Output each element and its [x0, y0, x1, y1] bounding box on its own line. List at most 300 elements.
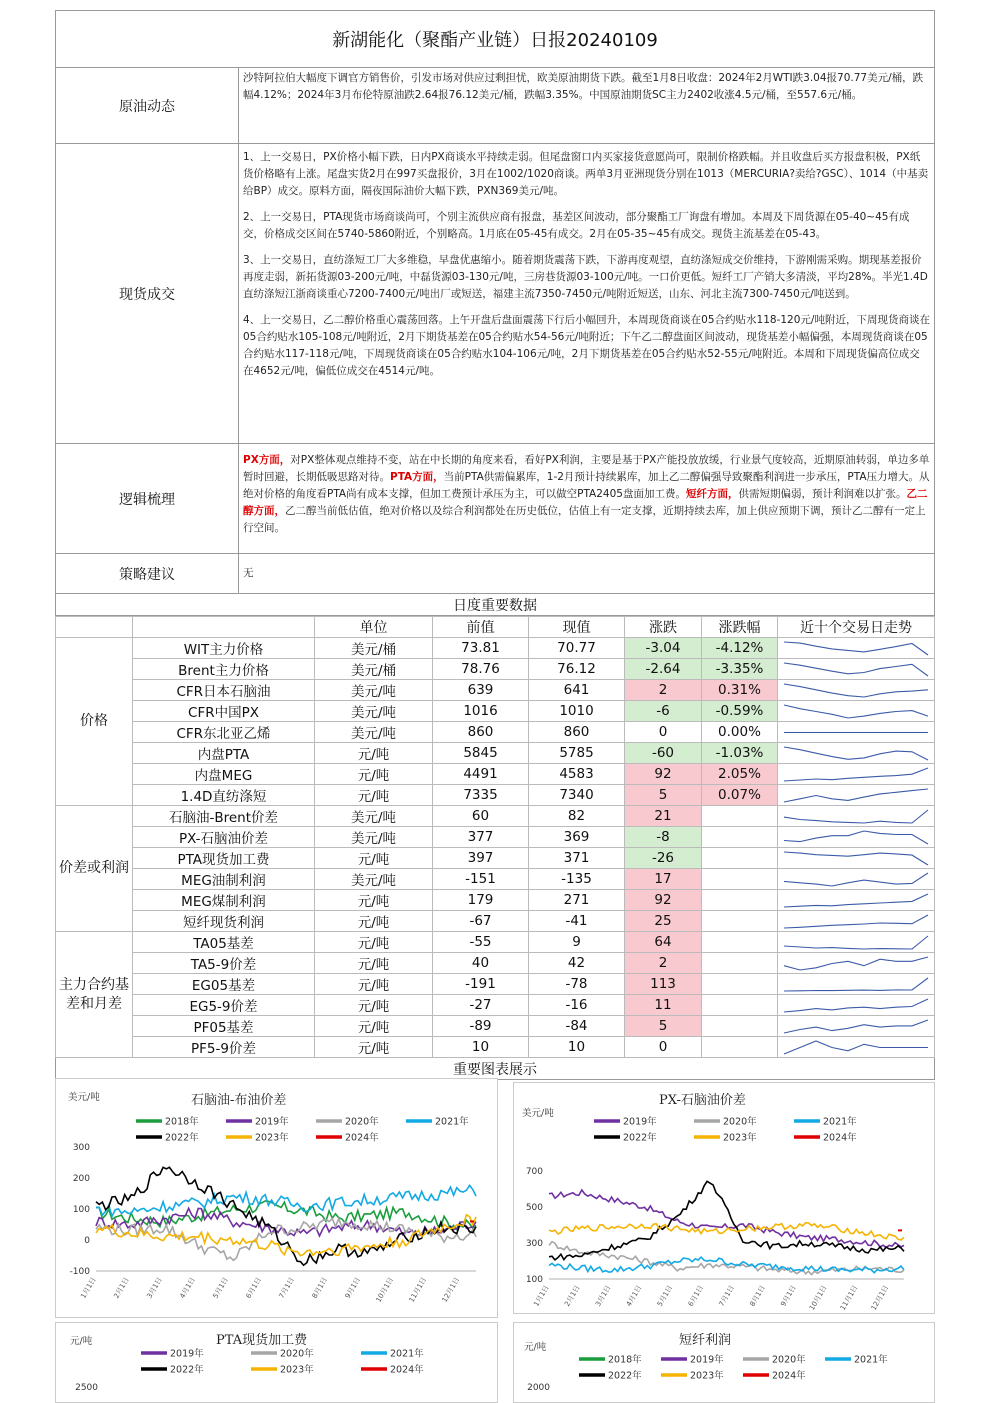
sparkline-svg — [778, 765, 934, 784]
legend-label: 2019年 — [255, 1116, 289, 1128]
row-chg: -6 — [625, 701, 702, 722]
row-name: WIT主力价格 — [133, 638, 315, 659]
legend-label: 2021年 — [435, 1116, 469, 1128]
sparkline-svg — [778, 1038, 934, 1057]
x-tick-label: 3月1日 — [594, 1284, 613, 1308]
sparkline-svg — [778, 639, 934, 658]
row-pct — [702, 1037, 778, 1058]
row-unit: 元/吨 — [315, 1016, 433, 1037]
row-pct — [702, 806, 778, 827]
header-unit: 单位 — [315, 617, 433, 638]
row-name: PF5-9价差 — [133, 1037, 315, 1058]
row-chg: -60 — [625, 743, 702, 764]
row-name: 内盘MEG — [133, 764, 315, 785]
legend-label: 2022年 — [165, 1132, 199, 1144]
chart-pf-profit — [513, 1322, 935, 1403]
logic-text — [239, 444, 934, 553]
spot-pta-paragraph: 2、上一交易日，PTA现货市场商谈尚可，个别主流供应商有报盘，基差区间波动，部分聚酯工厂询盘有增加。本周及下周货源在05-40~45有成交，价格成交区间在5740-5860附近，个别略高。1月底在05-45有成交。2月在05-35~45有成交。现货主流基差在05-43。 — [243, 211, 910, 240]
row-prev: 397 — [433, 848, 529, 869]
row-group-label: 主力合约基差和月差 — [56, 932, 133, 1058]
legend-label: 2019年 — [623, 1116, 657, 1128]
sparkline-line — [784, 789, 928, 802]
x-tick-label: 2月1日 — [563, 1284, 582, 1308]
row-sparkline — [778, 869, 935, 890]
row-prev: -191 — [433, 974, 529, 995]
header-cur: 现值 — [529, 617, 625, 638]
series-line — [549, 1190, 904, 1247]
y-tick-label: 500 — [525, 1203, 543, 1213]
legend-label: 2022年 — [170, 1364, 204, 1376]
chart-pta-margin-title: PTA现货加工费 — [216, 1333, 308, 1348]
sparkline-line — [784, 978, 928, 991]
sparkline-line — [784, 810, 928, 823]
row-prev: 73.81 — [433, 638, 529, 659]
row-unit: 元/吨 — [315, 743, 433, 764]
row-chg: 11 — [625, 995, 702, 1016]
row-prev: -55 — [433, 932, 529, 953]
row-prev: -67 — [433, 911, 529, 932]
legend-label: 2021年 — [823, 1116, 857, 1128]
row-sparkline — [778, 680, 935, 701]
sparkline-line — [784, 999, 928, 1012]
sparkline-line — [784, 1041, 928, 1054]
row-chg: 92 — [625, 890, 702, 911]
sparkline-svg — [778, 996, 934, 1015]
row-pct: -4.12% — [702, 638, 778, 659]
table-row — [56, 869, 935, 890]
row-chg: -3.04 — [625, 638, 702, 659]
row-cur: 9 — [529, 932, 625, 953]
x-tick-label: 2月1日 — [112, 1276, 131, 1300]
sparkline-svg — [778, 786, 934, 805]
row-pct — [702, 869, 778, 890]
row-sparkline — [778, 743, 935, 764]
strategy-text: 无 — [243, 567, 254, 579]
legend-label: 2024年 — [823, 1132, 857, 1144]
spot-row — [55, 144, 935, 444]
report-title: 新湖能化（聚酯产业链）日报20240109 — [55, 10, 935, 68]
row-name: 石脑油-Brent价差 — [133, 806, 315, 827]
row-unit: 元/吨 — [315, 932, 433, 953]
legend-label: 2024年 — [772, 1370, 806, 1382]
row-prev: -151 — [433, 869, 529, 890]
table-row — [56, 806, 935, 827]
row-chg: 5 — [625, 785, 702, 806]
series-line — [96, 1201, 476, 1230]
crude-row — [55, 68, 935, 144]
row-cur: 271 — [529, 890, 625, 911]
row-pct — [702, 995, 778, 1016]
header-pct: 涨跌幅 — [702, 617, 778, 638]
sparkline-svg — [778, 660, 934, 679]
logic-row — [55, 444, 935, 554]
row-prev: 60 — [433, 806, 529, 827]
table-row — [56, 890, 935, 911]
spot-text — [239, 144, 934, 443]
row-cur: 5785 — [529, 743, 625, 764]
table-row — [56, 1016, 935, 1037]
legend-label: 2022年 — [623, 1132, 657, 1144]
legend-label: 2021年 — [854, 1354, 888, 1366]
row-sparkline — [778, 890, 935, 911]
row-unit: 美元/吨 — [315, 806, 433, 827]
x-tick-label: 9月1日 — [779, 1284, 798, 1308]
row-name: TA05基差 — [133, 932, 315, 953]
x-tick-label: 5月1日 — [655, 1284, 675, 1308]
x-tick-label: 8月1日 — [310, 1276, 330, 1300]
spot-label: 现货成交 — [56, 144, 239, 443]
row-chg: 92 — [625, 764, 702, 785]
legend-label: 2022年 — [608, 1370, 642, 1382]
chart-px-naphtha — [513, 1082, 935, 1314]
row-cur: 10 — [529, 1037, 625, 1058]
row-pct — [702, 1016, 778, 1037]
chart-px-naphtha-title: PX-石脑油价差 — [659, 1093, 746, 1108]
x-tick-label: 11月1日 — [838, 1284, 860, 1312]
row-pct: 0.31% — [702, 680, 778, 701]
x-tick-label: 12月1日 — [440, 1276, 462, 1304]
y-tick-label: 200 — [72, 1174, 90, 1184]
row-pct: -3.35% — [702, 659, 778, 680]
legend-label: 2020年 — [723, 1116, 757, 1128]
row-prev: 179 — [433, 890, 529, 911]
chart-pta-margin-unit: 元/吨 — [70, 1336, 93, 1347]
logic-px-tag: PX方面， — [243, 454, 291, 466]
row-sparkline — [778, 722, 935, 743]
row-chg: 17 — [625, 869, 702, 890]
sparkline-line — [784, 852, 928, 865]
row-name: MEG油制利润 — [133, 869, 315, 890]
row-cur: -41 — [529, 911, 625, 932]
row-unit: 美元/桶 — [315, 638, 433, 659]
row-name: TA5-9价差 — [133, 953, 315, 974]
row-sparkline — [778, 701, 935, 722]
sparkline-svg — [778, 975, 934, 994]
header-group-col — [56, 617, 133, 638]
legend-label: 2023年 — [690, 1370, 724, 1382]
legend-label: 2021年 — [390, 1348, 424, 1360]
row-sparkline — [778, 638, 935, 659]
legend-label: 2018年 — [165, 1116, 199, 1128]
row-name: 内盘PTA — [133, 743, 315, 764]
table-row — [56, 764, 935, 785]
daily-table-body — [56, 638, 935, 1058]
row-cur: 70.77 — [529, 638, 625, 659]
table-row — [56, 995, 935, 1016]
header-chg: 涨跌 — [625, 617, 702, 638]
sparkline-line — [784, 1020, 928, 1033]
table-row — [56, 785, 935, 806]
row-cur: 82 — [529, 806, 625, 827]
row-sparkline — [778, 785, 935, 806]
logic-eg-tag: 乙二醇方面， — [243, 488, 928, 517]
row-sparkline — [778, 953, 935, 974]
sparkline-svg — [778, 744, 934, 763]
row-pct — [702, 848, 778, 869]
charts-section-title: 重要图表展示 — [55, 1058, 935, 1080]
row-cur: 4583 — [529, 764, 625, 785]
x-tick-label: 4月1日 — [178, 1276, 197, 1300]
table-row — [56, 974, 935, 995]
row-group-label: 价差或利润 — [56, 806, 133, 932]
row-cur: 1010 — [529, 701, 625, 722]
logic-pf-tag: 短纤方面， — [685, 488, 739, 500]
y-tick-label: 300 — [525, 1239, 543, 1249]
row-sparkline — [778, 806, 935, 827]
row-unit: 元/吨 — [315, 974, 433, 995]
x-tick-label: 12月1日 — [869, 1284, 891, 1312]
sparkline-line — [784, 684, 928, 697]
sparkline-svg — [778, 807, 934, 826]
row-cur: 369 — [529, 827, 625, 848]
row-prev: 78.76 — [433, 659, 529, 680]
row-cur: -135 — [529, 869, 625, 890]
row-name: PX-石脑油价差 — [133, 827, 315, 848]
row-unit: 元/吨 — [315, 890, 433, 911]
row-pct — [702, 953, 778, 974]
table-row — [56, 659, 935, 680]
row-sparkline — [778, 827, 935, 848]
row-pct — [702, 974, 778, 995]
x-tick-label: 4月1日 — [624, 1284, 644, 1308]
row-pct: -0.59% — [702, 701, 778, 722]
header-name-col — [133, 617, 315, 638]
daily-data-table — [55, 616, 935, 1058]
spot-pf-paragraph: 3、上一交易日，直纺涤短工厂大多维稳，早盘优惠缩小。随着期货震荡下跌，下游再度观望，直纺涤短成交价维持，下游刚需采购。期现基差报价再度走弱，新拓货源03-200元/吨，中磊货源03-130元/吨，三房巷货源03-100元/吨。一口价更低。短纤工厂产销大多清淡，平均28%。半光1.4D直纺涤短江浙商谈重心7200-7400元/吨出厂或短送，福建主流7350-7450元/吨附近短送，山东、河北主流7300-7450元/吨送到。 — [243, 254, 928, 300]
y-tick-label: 2000 — [527, 1383, 550, 1393]
sparkline-line — [784, 663, 928, 676]
legend-label: 2023年 — [255, 1132, 289, 1144]
row-prev: -89 — [433, 1016, 529, 1037]
series-line — [96, 1185, 476, 1216]
x-tick-label: 1月1日 — [79, 1276, 98, 1300]
y-tick-label: 300 — [72, 1143, 90, 1153]
sparkline-line — [784, 936, 928, 949]
legend-label: 2024年 — [345, 1132, 379, 1144]
row-pct: 2.05% — [702, 764, 778, 785]
row-chg: 64 — [625, 932, 702, 953]
sparkline-svg — [778, 849, 934, 868]
row-prev: 860 — [433, 722, 529, 743]
row-sparkline — [778, 764, 935, 785]
y-tick-label: 100 — [72, 1205, 90, 1215]
legend-label: 2024年 — [390, 1364, 424, 1376]
sparkline-svg — [778, 933, 934, 952]
row-name: PF05基差 — [133, 1016, 315, 1037]
sparkline-svg — [778, 681, 934, 700]
row-sparkline — [778, 659, 935, 680]
row-cur: -84 — [529, 1016, 625, 1037]
y-tick-label: 2500 — [75, 1383, 98, 1393]
header-trend: 近十个交易日走势 — [778, 617, 935, 638]
sparkline-svg — [778, 1017, 934, 1036]
x-tick-label: 10月1日 — [807, 1284, 829, 1312]
logic-pta-text: 当前PTA供需偏累库，1-2月预计持续累库，加上乙二醇偏强导致聚酯利润进一步承压，PTA压力增大。从绝对价格的角度看PTA尚有成本支撑，但加工费预计承压为主，可以做空PTA2405盘面加工费。 — [243, 471, 930, 500]
row-prev: 40 — [433, 953, 529, 974]
x-tick-label: 9月1日 — [343, 1276, 363, 1300]
row-pct — [702, 890, 778, 911]
row-pct — [702, 932, 778, 953]
row-chg: 25 — [625, 911, 702, 932]
x-tick-label: 3月1日 — [145, 1276, 164, 1300]
y-tick-label: -100 — [69, 1267, 90, 1277]
row-pct: -1.03% — [702, 743, 778, 764]
row-pct: 0.00% — [702, 722, 778, 743]
row-name: CFR东北亚乙烯 — [133, 722, 315, 743]
row-sparkline — [778, 974, 935, 995]
row-prev: 4491 — [433, 764, 529, 785]
row-name: Brent主力价格 — [133, 659, 315, 680]
table-row — [56, 638, 935, 659]
row-unit: 美元/桶 — [315, 659, 433, 680]
table-row — [56, 827, 935, 848]
row-pct — [702, 911, 778, 932]
row-sparkline — [778, 1037, 935, 1058]
row-name: PTA现货加工费 — [133, 848, 315, 869]
sparkline-svg — [778, 912, 934, 931]
row-unit: 元/吨 — [315, 953, 433, 974]
x-tick-label: 8月1日 — [748, 1284, 767, 1308]
sparkline-line — [784, 705, 928, 718]
row-prev: 7335 — [433, 785, 529, 806]
x-tick-label: 7月1日 — [717, 1284, 736, 1308]
row-unit: 美元/吨 — [315, 722, 433, 743]
row-sparkline — [778, 932, 935, 953]
row-unit: 美元/吨 — [315, 680, 433, 701]
x-tick-label: 6月1日 — [686, 1284, 706, 1308]
row-chg: 113 — [625, 974, 702, 995]
sparkline-line — [784, 747, 928, 760]
row-name: CFR中国PX — [133, 701, 315, 722]
x-tick-label: 10月1日 — [374, 1276, 396, 1304]
sparkline-svg — [778, 891, 934, 910]
chart-px-naphtha-unit: 美元/吨 — [522, 1108, 554, 1119]
series-line — [549, 1242, 904, 1275]
row-chg: 0 — [625, 722, 702, 743]
x-tick-label: 1月1日 — [532, 1284, 551, 1308]
row-cur: -78 — [529, 974, 625, 995]
row-unit: 元/吨 — [315, 764, 433, 785]
crude-text: 沙特阿拉伯大幅度下调官方销售价，引发市场对供应过剩担忧，欧美原油期货下跌。截至1月8日收盘：2024年2月WTI跌3.04报70.77美元/桶，跌幅4.12%；2024年3月布伦特原油跌2.64报76.12美元/桶，跌幅3.35%。中国原油期货SC主力2402收涨4.5元/桶，至557.6元/桶。 — [243, 72, 924, 101]
row-name: EG5-9价差 — [133, 995, 315, 1016]
row-chg: 0 — [625, 1037, 702, 1058]
row-unit: 元/吨 — [315, 1037, 433, 1058]
row-unit: 元/吨 — [315, 785, 433, 806]
row-name: 短纤现货利润 — [133, 911, 315, 932]
chart-naphtha-brent-unit: 美元/吨 — [68, 1092, 100, 1103]
row-name: EG05基差 — [133, 974, 315, 995]
row-unit: 元/吨 — [315, 995, 433, 1016]
row-chg: 5 — [625, 1016, 702, 1037]
chart-px-naphtha-svg — [514, 1083, 935, 1314]
row-cur: 76.12 — [529, 659, 625, 680]
x-tick-label: 7月1日 — [277, 1276, 296, 1300]
sparkline-line — [784, 831, 928, 844]
daily-table-header — [56, 617, 935, 638]
row-unit: 美元/吨 — [315, 701, 433, 722]
row-name: CFR日本石脑油 — [133, 680, 315, 701]
table-row — [56, 932, 935, 953]
sparkline-line — [784, 768, 928, 781]
sparkline-line — [784, 873, 928, 886]
row-sparkline — [778, 995, 935, 1016]
row-chg: -8 — [625, 827, 702, 848]
row-prev: 5845 — [433, 743, 529, 764]
row-unit: 美元/吨 — [315, 869, 433, 890]
spot-meg-paragraph: 4、上一交易日，乙二醇价格重心震荡回落。上午开盘后盘面震荡下行后小幅回升，本周现货商谈在05合约贴水118-120元/吨附近，下周现货商谈在05合约贴水105-108元/吨附近，2月下期货基差在05合约贴水54-56元/吨附近；下午乙二醇盘面区间波动，现货基差小幅偏强，本周现货商谈在05合约贴水117-118元/吨，下周现货商谈在05合约贴水104-106元/吨，2月下期货基差在05合约贴水52-55元/吨附近。本周和下周现货偏高位成交在4652元/吨，偏低位成交在4514元/吨。 — [243, 314, 930, 377]
table-row — [56, 953, 935, 974]
row-chg: -26 — [625, 848, 702, 869]
chart-naphtha-brent — [55, 1078, 498, 1318]
logic-label: 逻辑梳理 — [56, 444, 239, 553]
row-chg: 2 — [625, 953, 702, 974]
sparkline-svg — [778, 702, 934, 721]
row-prev: 10 — [433, 1037, 529, 1058]
row-group-label: 价格 — [56, 638, 133, 806]
row-cur: 641 — [529, 680, 625, 701]
header-prev: 前值 — [433, 617, 529, 638]
x-tick-label: 5月1日 — [211, 1276, 230, 1300]
legend-label: 2023年 — [280, 1364, 314, 1376]
series-line — [549, 1181, 904, 1260]
row-cur: 371 — [529, 848, 625, 869]
x-tick-label: 6月1日 — [244, 1276, 263, 1300]
row-unit: 美元/吨 — [315, 827, 433, 848]
legend-label: 2019年 — [170, 1348, 204, 1360]
logic-pf-text: 供需短期偏弱，预计利润难以扩张。 — [738, 488, 907, 500]
legend-label: 2020年 — [345, 1116, 379, 1128]
chart-naphtha-brent-title: 石脑油-布油价差 — [191, 1093, 287, 1108]
row-pct: 0.07% — [702, 785, 778, 806]
spot-px-paragraph: 1、上一交易日，PX价格小幅下跌，日内PX商谈水平持续走弱。但尾盘窗口内买家接货意愿尚可，限制价格跌幅。并且收盘后买方报盘积极，PX纸货价格略有上涨。尾盘实货2月在997买盘报价，3月在1002/1020商谈。两单3月亚洲现货分别在1013（MERCURIA?卖给?GSC）、1014（中基卖给BP）成交。原料方面，隔夜国际油价大幅下跌，PXN369美元/吨。 — [243, 151, 929, 197]
sparkline-line — [784, 915, 928, 928]
strategy-label: 策略建议 — [56, 554, 239, 593]
table-row — [56, 911, 935, 932]
y-tick-label: 100 — [525, 1275, 543, 1285]
sparkline-line — [784, 957, 928, 970]
sparkline-line — [784, 642, 928, 655]
table-row — [56, 680, 935, 701]
legend-label: 2020年 — [280, 1348, 314, 1360]
table-row — [56, 1037, 935, 1058]
row-unit: 元/吨 — [315, 848, 433, 869]
row-sparkline — [778, 1016, 935, 1037]
row-cur: 42 — [529, 953, 625, 974]
row-prev: -27 — [433, 995, 529, 1016]
sparkline-svg — [778, 870, 934, 889]
table-row — [56, 722, 935, 743]
row-unit: 元/吨 — [315, 911, 433, 932]
row-cur: -16 — [529, 995, 625, 1016]
logic-eg-text: 乙二醇当前低估值，绝对价格以及综合利润都处在历史低位，估值上有一定支撑，近期持续去库，加上供应预期下调，预计乙二醇有一定上行空间。 — [243, 505, 926, 534]
legend-label: 2019年 — [690, 1354, 724, 1366]
table-row — [56, 701, 935, 722]
sparkline-svg — [778, 954, 934, 973]
y-tick-label: 700 — [525, 1167, 543, 1177]
chart-pf-profit-title: 短纤利润 — [679, 1333, 732, 1348]
crude-label: 原油动态 — [56, 68, 239, 143]
row-chg: -2.64 — [625, 659, 702, 680]
row-chg: 2 — [625, 680, 702, 701]
legend-label: 2020年 — [772, 1354, 806, 1366]
sparkline-line — [784, 894, 928, 907]
charts-area — [55, 1078, 935, 1403]
x-tick-label: 11月1日 — [407, 1276, 429, 1304]
chart-pf-profit-unit: 元/吨 — [524, 1342, 547, 1353]
sparkline-svg — [778, 723, 934, 742]
row-cur: 860 — [529, 722, 625, 743]
legend-label: 2018年 — [608, 1354, 642, 1366]
